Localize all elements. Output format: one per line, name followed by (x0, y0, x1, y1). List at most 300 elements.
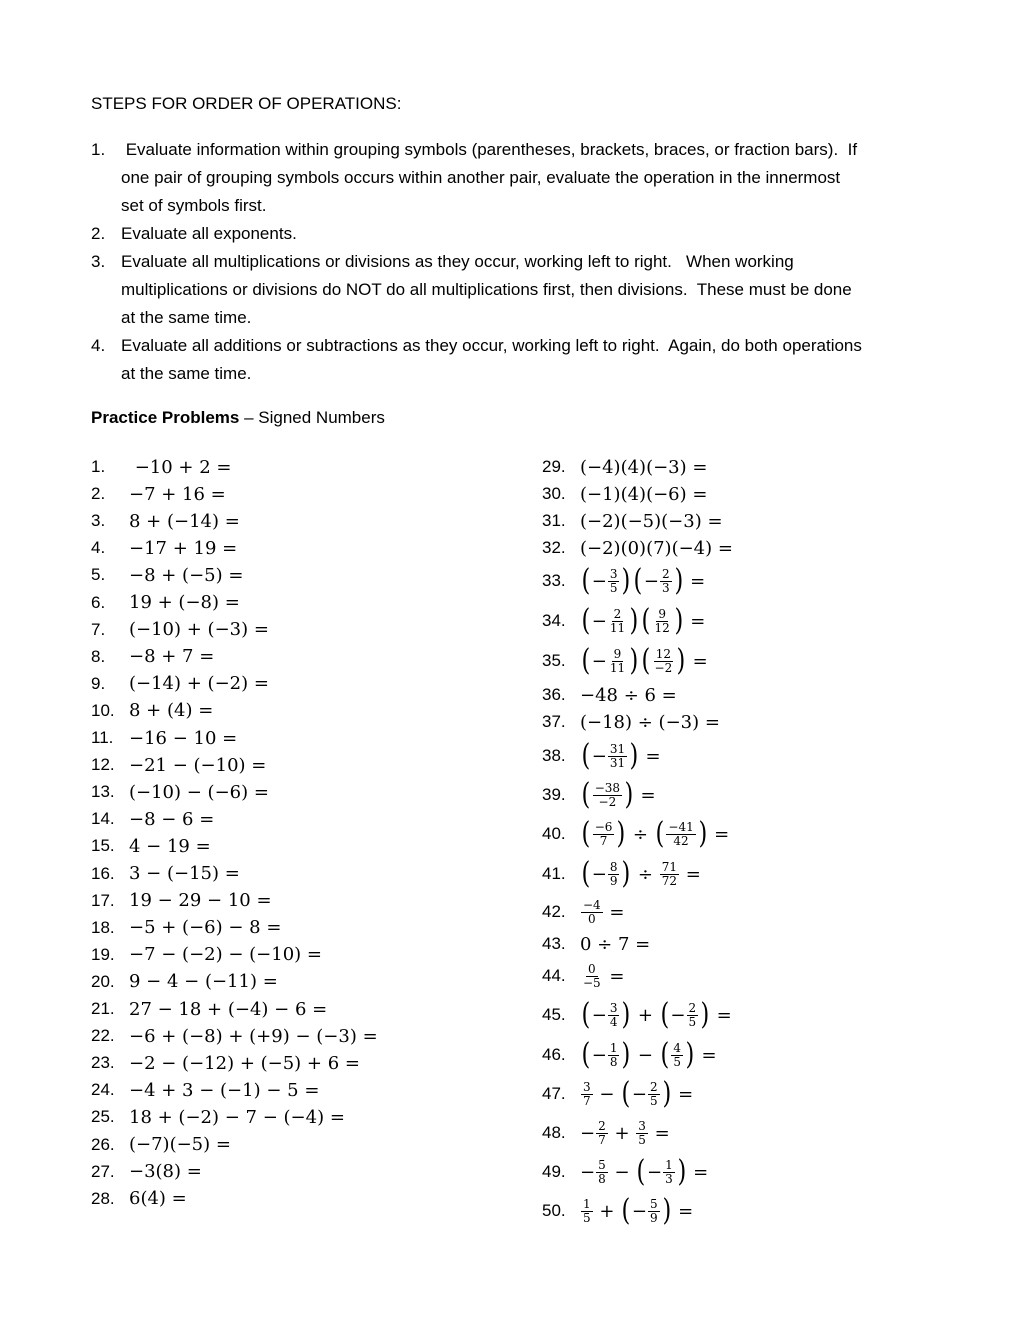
expression-text: = (679, 863, 701, 885)
problem-expression: 18 + (−2) − 7 − (−4) = (129, 1106, 345, 1128)
big-paren: ( (641, 643, 651, 678)
fraction-numerator: 3 (638, 1118, 646, 1133)
problem-expression (580, 1076, 694, 1111)
expression-text: = (672, 1200, 694, 1222)
fraction-numerator: 3 (583, 1079, 591, 1094)
problem-number: 41. (542, 864, 566, 883)
expression-text: = (672, 1083, 694, 1105)
expression-text: = (710, 1004, 732, 1026)
expression-text: − (591, 745, 607, 767)
fraction-denominator: 9 (609, 873, 618, 888)
big-paren: ) (624, 777, 634, 812)
fraction-denominator: −2 (654, 660, 673, 675)
problem-item (91, 1130, 231, 1160)
fraction-numerator: 12 (655, 646, 672, 661)
problem-number: 7. (91, 619, 106, 639)
fraction-numerator: 2 (688, 1000, 697, 1015)
problem-item (91, 452, 232, 482)
step-item (91, 220, 941, 248)
problem-number: 14. (91, 809, 115, 829)
problem-item (91, 913, 281, 943)
problem-number: 30. (542, 484, 566, 503)
problem-expression: −17 + 19 = (129, 537, 238, 559)
fraction-numerator: 5 (598, 1157, 606, 1172)
problem-number: 49. (542, 1162, 566, 1181)
fraction-numerator: 3 (609, 1000, 618, 1015)
problem-item (91, 1102, 345, 1132)
practice-heading-bold: Practice Problems (91, 408, 240, 427)
problem-item (91, 804, 214, 834)
problem-expression: −7 − (−2) − (−10) = (129, 944, 322, 966)
big-paren: ) (676, 643, 686, 678)
problem-number: 6. (91, 592, 106, 612)
fraction-denominator: 5 (609, 580, 618, 595)
fraction-numerator: 2 (661, 566, 670, 581)
expression-text: − (591, 863, 607, 885)
problem-item (91, 1184, 187, 1214)
big-paren: ) (629, 603, 639, 638)
expression-text: − (593, 1083, 621, 1105)
problem-item (91, 669, 269, 699)
fraction (653, 608, 672, 635)
problem-expression: −16 − 10 = (129, 727, 238, 749)
big-paren: ( (581, 816, 591, 851)
problem-number: 37. (542, 712, 566, 731)
fraction (660, 861, 679, 888)
problem-number: 5. (91, 565, 106, 585)
problem-item (91, 1048, 360, 1078)
problem-number: 1. (91, 457, 106, 476)
fraction (608, 1002, 620, 1029)
big-paren: ( (636, 1154, 646, 1189)
expression-text: = (648, 1122, 670, 1144)
problem-expression: 8 + (−14) = (129, 510, 240, 532)
problem-number: 27. (91, 1161, 115, 1181)
problem-expression: −5 + (−6) − 8 = (129, 917, 282, 939)
problem-number: 24. (91, 1080, 115, 1100)
expression-text: = (684, 570, 706, 592)
big-paren: ) (621, 997, 631, 1032)
problem-item (542, 1192, 693, 1230)
expression-text: = (684, 610, 706, 632)
problem-expression: 19 + (−8) = (129, 592, 240, 613)
fraction-numerator: 3 (609, 566, 618, 581)
fraction-denominator: 11 (609, 660, 626, 675)
fraction-numerator: 2 (613, 606, 622, 621)
problem-expression: 6(4) = (129, 1188, 187, 1210)
big-paren: ( (581, 856, 591, 891)
step-line: Evaluate all additions or subtractions as they occur, working left to right. Again, do both operations (121, 336, 862, 355)
problem-expression (580, 1154, 709, 1189)
problem-number: 47. (542, 1084, 566, 1103)
problem-item (91, 1021, 378, 1051)
problem-number: 48. (542, 1123, 566, 1142)
step-line: Evaluate all exponents. (121, 224, 297, 243)
expression-text: + (632, 1004, 659, 1026)
problem-expression: −8 + (−5) = (129, 564, 244, 586)
problem-item (91, 940, 322, 970)
problem-expression (580, 1193, 694, 1228)
problem-item (542, 737, 661, 775)
problem-item (91, 642, 214, 672)
step-item (91, 248, 941, 332)
fraction (653, 648, 675, 675)
problem-expression (580, 1037, 717, 1072)
problem-number: 40. (542, 824, 566, 843)
fraction (596, 1120, 608, 1147)
fraction-numerator: 2 (598, 1118, 606, 1133)
problem-item (91, 777, 269, 807)
problem-number: 35. (542, 651, 566, 670)
fraction-numerator: 31 (609, 741, 626, 756)
problem-item (542, 562, 705, 600)
fraction-numerator: 9 (613, 646, 622, 661)
problem-expression: 3 − (−15) = (129, 863, 240, 884)
problem-expression (580, 643, 708, 678)
problem-number: 22. (91, 1026, 115, 1046)
fraction (687, 1002, 699, 1029)
fraction-numerator: −41 (668, 819, 694, 834)
expression-text: ÷ (632, 863, 659, 885)
problem-item (542, 1075, 693, 1113)
problem-number: 9. (91, 673, 106, 693)
big-paren: ( (655, 816, 664, 851)
problem-number: 13. (91, 782, 115, 802)
fraction-numerator: −6 (594, 819, 613, 834)
expression-text: = (603, 901, 625, 923)
big-paren: ( (660, 997, 669, 1032)
fraction (596, 1159, 608, 1186)
problem-item (542, 642, 708, 680)
problem-number: 28. (91, 1188, 115, 1208)
problem-item (91, 588, 240, 618)
problem-number: 50. (542, 1201, 566, 1220)
problem-expression (580, 856, 701, 891)
expression-text: = (686, 650, 708, 672)
fraction-numerator: −4 (583, 897, 601, 912)
step-line: Evaluate information within grouping symbols (parentheses, brackets, braces, or fraction bars). If (121, 140, 858, 159)
problem-number: 3. (91, 511, 106, 531)
problem-item (542, 602, 705, 640)
problem-item (91, 479, 226, 509)
big-paren: ( (621, 1193, 631, 1228)
problem-expression (580, 1120, 670, 1147)
big-paren: ) (698, 816, 707, 851)
big-paren: ) (674, 603, 684, 638)
expression-text: + (593, 1200, 621, 1222)
fraction (671, 1042, 683, 1069)
fraction-denominator: 5 (649, 1093, 658, 1108)
big-paren: ) (629, 738, 639, 773)
fraction-denominator: 42 (673, 833, 689, 848)
problem-item (91, 1157, 202, 1187)
problem-expression: 4 − 19 = (129, 835, 211, 857)
problem-expression: −4 + 3 − (−1) − 5 = (129, 1079, 320, 1101)
problem-item (91, 859, 240, 889)
problem-expression: −6 + (−8) + (+9) − (−3) = (129, 1025, 378, 1047)
expression-text: = (687, 1161, 709, 1183)
problem-item (91, 1075, 319, 1105)
problem-item (91, 886, 272, 916)
step-line: set of symbols first. (121, 196, 267, 215)
problem-item (542, 1153, 708, 1191)
fraction-denominator: −5 (583, 975, 601, 990)
big-paren: ) (662, 1076, 671, 1111)
fraction (593, 821, 615, 848)
problem-number: 12. (91, 755, 115, 775)
expression-text: − (670, 1004, 686, 1026)
fraction (608, 568, 620, 595)
expression-text: − (591, 570, 607, 592)
problem-item (91, 506, 240, 536)
big-paren: ( (581, 603, 591, 638)
fraction-denominator: 11 (609, 620, 626, 635)
fraction (663, 1159, 675, 1186)
big-paren: ) (685, 1037, 695, 1072)
problem-number: 45. (542, 1005, 566, 1024)
big-paren: ) (700, 997, 710, 1032)
expression-text: − (591, 1044, 607, 1066)
expression-text: − (631, 1083, 647, 1105)
problem-expression: (−10) + (−3) = (129, 619, 269, 641)
expression-text: (−18) ÷ (−3) = (580, 711, 720, 733)
problem-expression: −7 + 16 = (129, 483, 226, 505)
fraction (608, 861, 620, 888)
problem-number: 32. (542, 538, 566, 557)
expression-text: = (695, 1044, 717, 1066)
problem-expression: 27 − 18 + (−4) − 6 = (129, 998, 328, 1020)
fraction-numerator: 1 (609, 1040, 618, 1055)
problem-item (542, 855, 701, 893)
expression-text: (−2)(0)(7)(−4) = (580, 537, 733, 559)
problem-item (91, 994, 327, 1024)
big-paren: ( (641, 603, 651, 638)
big-paren: ) (674, 563, 683, 598)
big-paren: ( (581, 643, 591, 678)
problem-item (91, 723, 237, 753)
expression-text: (−2)(−5)(−3) = (580, 510, 723, 532)
fraction-denominator: 7 (583, 1093, 591, 1108)
step-line: at the same time. (121, 364, 252, 383)
expression-text: − (580, 1122, 596, 1144)
fraction-numerator: 2 (649, 1079, 658, 1094)
big-paren: ( (660, 1037, 669, 1072)
problem-expression: 8 + (4) = (129, 700, 214, 722)
fraction-denominator: 7 (599, 833, 608, 848)
expression-text: ÷ (627, 823, 654, 845)
big-paren: ) (616, 816, 626, 851)
problem-expression (580, 777, 656, 812)
problem-item (91, 831, 211, 861)
fraction-denominator: 3 (661, 580, 670, 595)
problem-expression: −10 + 2 = (129, 456, 232, 478)
step-number: 1. (91, 140, 106, 159)
expression-text: (−1)(4)(−6) = (580, 483, 708, 505)
fraction (608, 1042, 620, 1069)
fraction-denominator: 5 (583, 1210, 591, 1225)
fraction (648, 1198, 660, 1225)
problem-expression: (−10) − (−6) = (129, 781, 269, 803)
problem-expression: −2 − (−12) + (−5) + 6 = (129, 1052, 360, 1074)
step-item (91, 136, 941, 220)
problem-expression (580, 563, 706, 598)
fraction-denominator: 72 (661, 873, 677, 888)
fraction-numerator: 5 (649, 1196, 658, 1211)
problem-item (542, 1114, 670, 1152)
big-paren: ( (581, 738, 591, 773)
problem-number: 26. (91, 1134, 115, 1154)
fraction-denominator: 9 (649, 1210, 658, 1225)
problem-number: 20. (91, 971, 115, 991)
fraction (660, 568, 672, 595)
step-number: 2. (91, 224, 106, 243)
problem-expression: (−7)(−5) = (129, 1134, 231, 1155)
problem-number: 17. (91, 890, 115, 910)
fraction (608, 743, 627, 770)
problem-number: 33. (542, 571, 566, 590)
problem-expression: (−14) + (−2) = (129, 673, 269, 695)
problem-number: 44. (542, 966, 566, 985)
problem-expression (580, 816, 730, 851)
problem-expression (580, 899, 625, 926)
expression-text: (−4)(4)(−3) = (580, 456, 708, 478)
problem-expression: −21 − (−10) = (129, 754, 267, 776)
step-line: at the same time. (121, 308, 252, 327)
problem-number: 23. (91, 1053, 115, 1073)
expression-text: − (591, 610, 607, 632)
problem-expression (580, 603, 706, 638)
step-number: 4. (91, 336, 106, 355)
expression-text: = (603, 965, 625, 987)
problem-item (91, 533, 237, 563)
fraction-denominator: 7 (598, 1132, 606, 1147)
big-paren: ( (581, 1037, 591, 1072)
fraction-numerator: −38 (594, 780, 621, 795)
problem-expression: −3(8) = (129, 1161, 202, 1183)
big-paren: ) (621, 563, 631, 598)
problem-expression (580, 934, 650, 955)
fraction (648, 1081, 660, 1108)
fraction-denominator: 3 (665, 1171, 673, 1186)
fraction (581, 963, 603, 990)
problem-item (542, 703, 720, 741)
fraction-denominator: 0 (588, 911, 596, 926)
problem-number: 46. (542, 1045, 566, 1064)
problem-number: 19. (91, 944, 115, 964)
problem-number: 31. (542, 511, 566, 530)
problem-number: 8. (91, 646, 106, 666)
problem-number: 38. (542, 746, 566, 765)
problem-number: 42. (542, 902, 566, 921)
expression-text: = (634, 784, 656, 806)
fraction (581, 899, 603, 926)
fraction-numerator: 4 (673, 1040, 682, 1055)
practice-heading-rest: – Signed Numbers (239, 408, 385, 427)
fraction-numerator: 0 (588, 961, 596, 976)
steps-list (91, 136, 941, 388)
big-paren: ) (662, 1193, 671, 1228)
fraction-denominator: 4 (609, 1014, 618, 1029)
problem-expression: 9 − 4 − (−11) = (129, 971, 278, 993)
fraction (581, 1081, 593, 1108)
problem-expression (580, 997, 732, 1032)
problem-expression (580, 538, 733, 559)
fraction-denominator: 31 (609, 755, 626, 770)
expression-text: − (591, 1004, 607, 1026)
problem-number: 16. (91, 863, 115, 883)
problem-item (542, 957, 625, 995)
fraction-denominator: −2 (598, 794, 617, 809)
problem-number: 29. (542, 457, 566, 476)
problem-number: 10. (91, 700, 115, 720)
expression-text: − (608, 1161, 636, 1183)
problem-number: 18. (91, 917, 115, 937)
big-paren: ( (581, 777, 591, 812)
big-paren: ( (581, 997, 591, 1032)
fraction-denominator: 5 (688, 1014, 697, 1029)
fraction-numerator: 9 (658, 606, 666, 621)
problem-expression (580, 963, 625, 990)
problem-expression (580, 712, 720, 733)
fraction-denominator: 5 (638, 1132, 646, 1147)
problem-number: 2. (91, 484, 106, 504)
problem-item (542, 776, 656, 814)
expression-text: − (643, 570, 659, 592)
problem-number: 15. (91, 836, 115, 856)
expression-text: − (631, 1200, 647, 1222)
problem-expression: −8 − 6 = (129, 808, 215, 830)
expression-text: −48 ÷ 6 = (580, 684, 677, 706)
fraction (608, 648, 627, 675)
big-paren: ( (621, 1076, 631, 1111)
fraction-denominator: 8 (609, 1054, 618, 1069)
big-paren: ) (621, 1037, 631, 1072)
problem-item (91, 967, 278, 997)
problem-expression: 19 − 29 − 10 = (129, 890, 272, 912)
problem-expression: −8 + 7 = (129, 646, 215, 668)
big-paren: ( (633, 563, 643, 598)
fraction (581, 1198, 593, 1225)
problem-item (542, 996, 732, 1034)
fraction-denominator: 12 (654, 620, 670, 635)
step-number: 3. (91, 252, 106, 271)
problem-number: 21. (91, 999, 115, 1018)
problem-number: 36. (542, 685, 566, 704)
problem-item (91, 615, 269, 645)
fraction-numerator: 1 (665, 1157, 673, 1172)
problem-expression (580, 738, 661, 773)
expression-text: − (580, 1161, 596, 1183)
big-paren: ( (581, 563, 591, 598)
step-line: Evaluate all multiplications or divisions as they occur, working left to right. When working (121, 252, 794, 271)
fraction (593, 782, 622, 809)
problem-number: 11. (91, 728, 114, 747)
problem-item (91, 560, 243, 590)
big-paren: ) (621, 856, 631, 891)
expression-text: 0 ÷ 7 = (580, 933, 651, 955)
problem-number: 43. (542, 934, 566, 953)
fraction-denominator: 5 (673, 1054, 682, 1069)
expression-text: − (591, 650, 607, 672)
fraction-numerator: 71 (661, 859, 677, 874)
expression-text: = (708, 823, 730, 845)
fraction (608, 608, 627, 635)
problem-item (542, 1036, 717, 1074)
expression-text: − (632, 1044, 659, 1066)
fraction (666, 821, 695, 848)
problem-number: 4. (91, 538, 106, 558)
problem-item (91, 696, 213, 726)
